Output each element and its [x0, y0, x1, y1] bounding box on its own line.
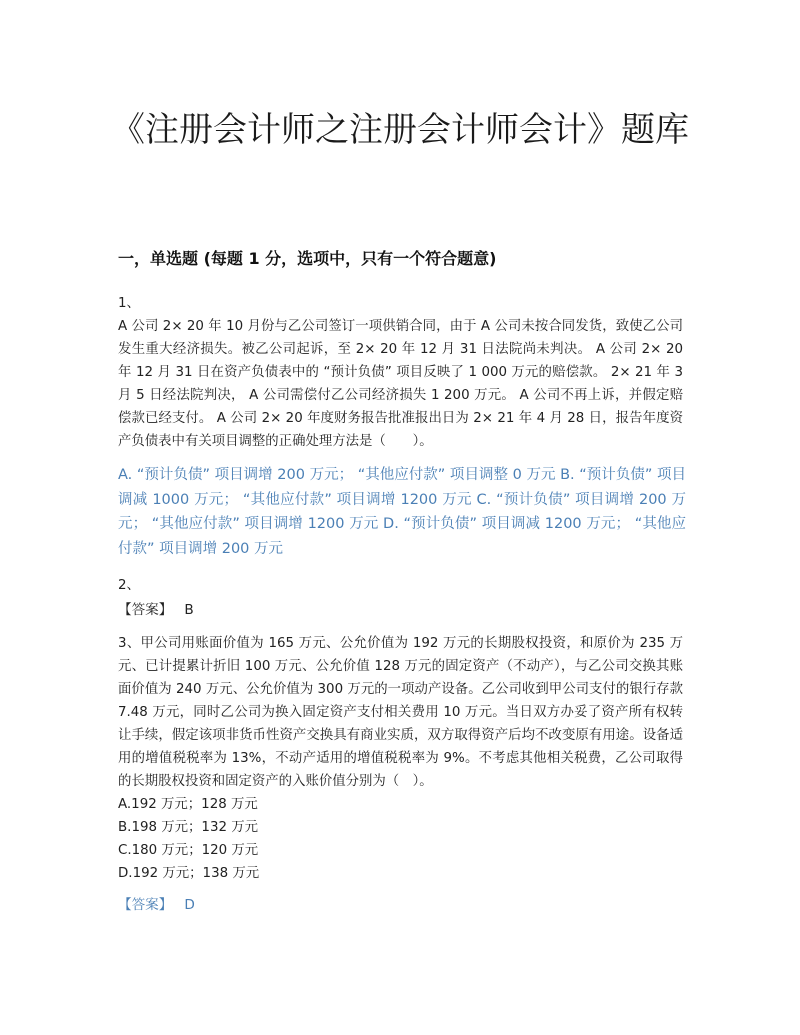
- option-b: B.198 万元；132 万元: [118, 820, 259, 835]
- answer-label: 【答案】: [118, 602, 173, 618]
- option-c: C.180 万元；120 万元: [118, 843, 259, 858]
- question-number: 2、: [118, 578, 140, 593]
- answer-value: D: [184, 897, 195, 913]
- option-d: D.192 万元；138 万元: [118, 866, 260, 881]
- question-number: 1、: [118, 296, 140, 311]
- question-text: 3、甲公司用账面价值为 165 万元、公允价值为 192 万元的长期股权投资，和原价为 235 万元、已计提累计折旧 100 万元、公允价值 128 万元的固定资产（不动产），与乙公司交换其账面价值为 240 万元、公允价值为 300 万元的一项动产设备。乙公司收到甲公司支付的银行存款 7.48 万元，同时乙公司为换入固定资产支付相关费用 10 万元。当日双方办妥了资产所有权转让手续，假定该项非货币性资产交换具有商业实质，双方取得资产后均不改变原有用途。设备适用的增值税税率为 13%，不动产适用的增值税税率为 9%。不考虑其他相关税费，乙公司取得的长期股权投资和固定资产的入账价值分别为（ ）。: [118, 636, 683, 789]
- question-3: [118, 632, 683, 885]
- question-number: 3、: [118, 636, 141, 651]
- section-heading: 一，单选题 (每题 1 分，选项中，只有一个符合题意): [118, 249, 497, 268]
- question-1-options: A. “预计负债” 项目调增 200 万元； “其他应付款” 项目调整 0 万元 B. “预计负债” 项目调减 1000 万元； “其他应付款” 项目调增 1200 万元 C. “预计负债” 项目调增 200 万元； “其他应付款” 项目调增 1200 万元 D. “预计负债” 项目调减 1200 万元； “其他应付款” 项目调增 200 万元: [118, 467, 686, 557]
- answer-label: 【答案】: [118, 897, 173, 913]
- option-a: A.192 万元；128 万元: [118, 797, 258, 812]
- question-2-answer: [118, 598, 194, 618]
- answer-value: B: [184, 602, 194, 618]
- question-2: [118, 574, 683, 597]
- question-text: A 公司 2× 20 年 10 月份与乙公司签订一项供销合同，由于 A 公司未按合同发货，致使乙公司发生重大经济损失。被乙公司起诉，至 2× 20 年 12 月 31 日法院尚未判决。 A 公司 2× 20 年 12 月 31 日在资产负债表中的 “预计负债” 项目反映了 1 000 万元的赔偿款。 2× 21 年 3 月 5 日经法院判决， A 公司需偿付乙公司经济损失 1 200 万元。 A 公司不再上诉，并假定赔偿款已经支付。 A 公司 2× 20 年度财务报告批准报出日为 2× 21 年 4 月 28 日，报告年度资产负债表中有关项目调整的正确处理方法是（ ）。: [118, 319, 683, 449]
- question-3-answer: [118, 893, 195, 913]
- question-1: [118, 292, 683, 453]
- document-title: 《注册会计师之注册会计师会计》题库: [111, 110, 689, 150]
